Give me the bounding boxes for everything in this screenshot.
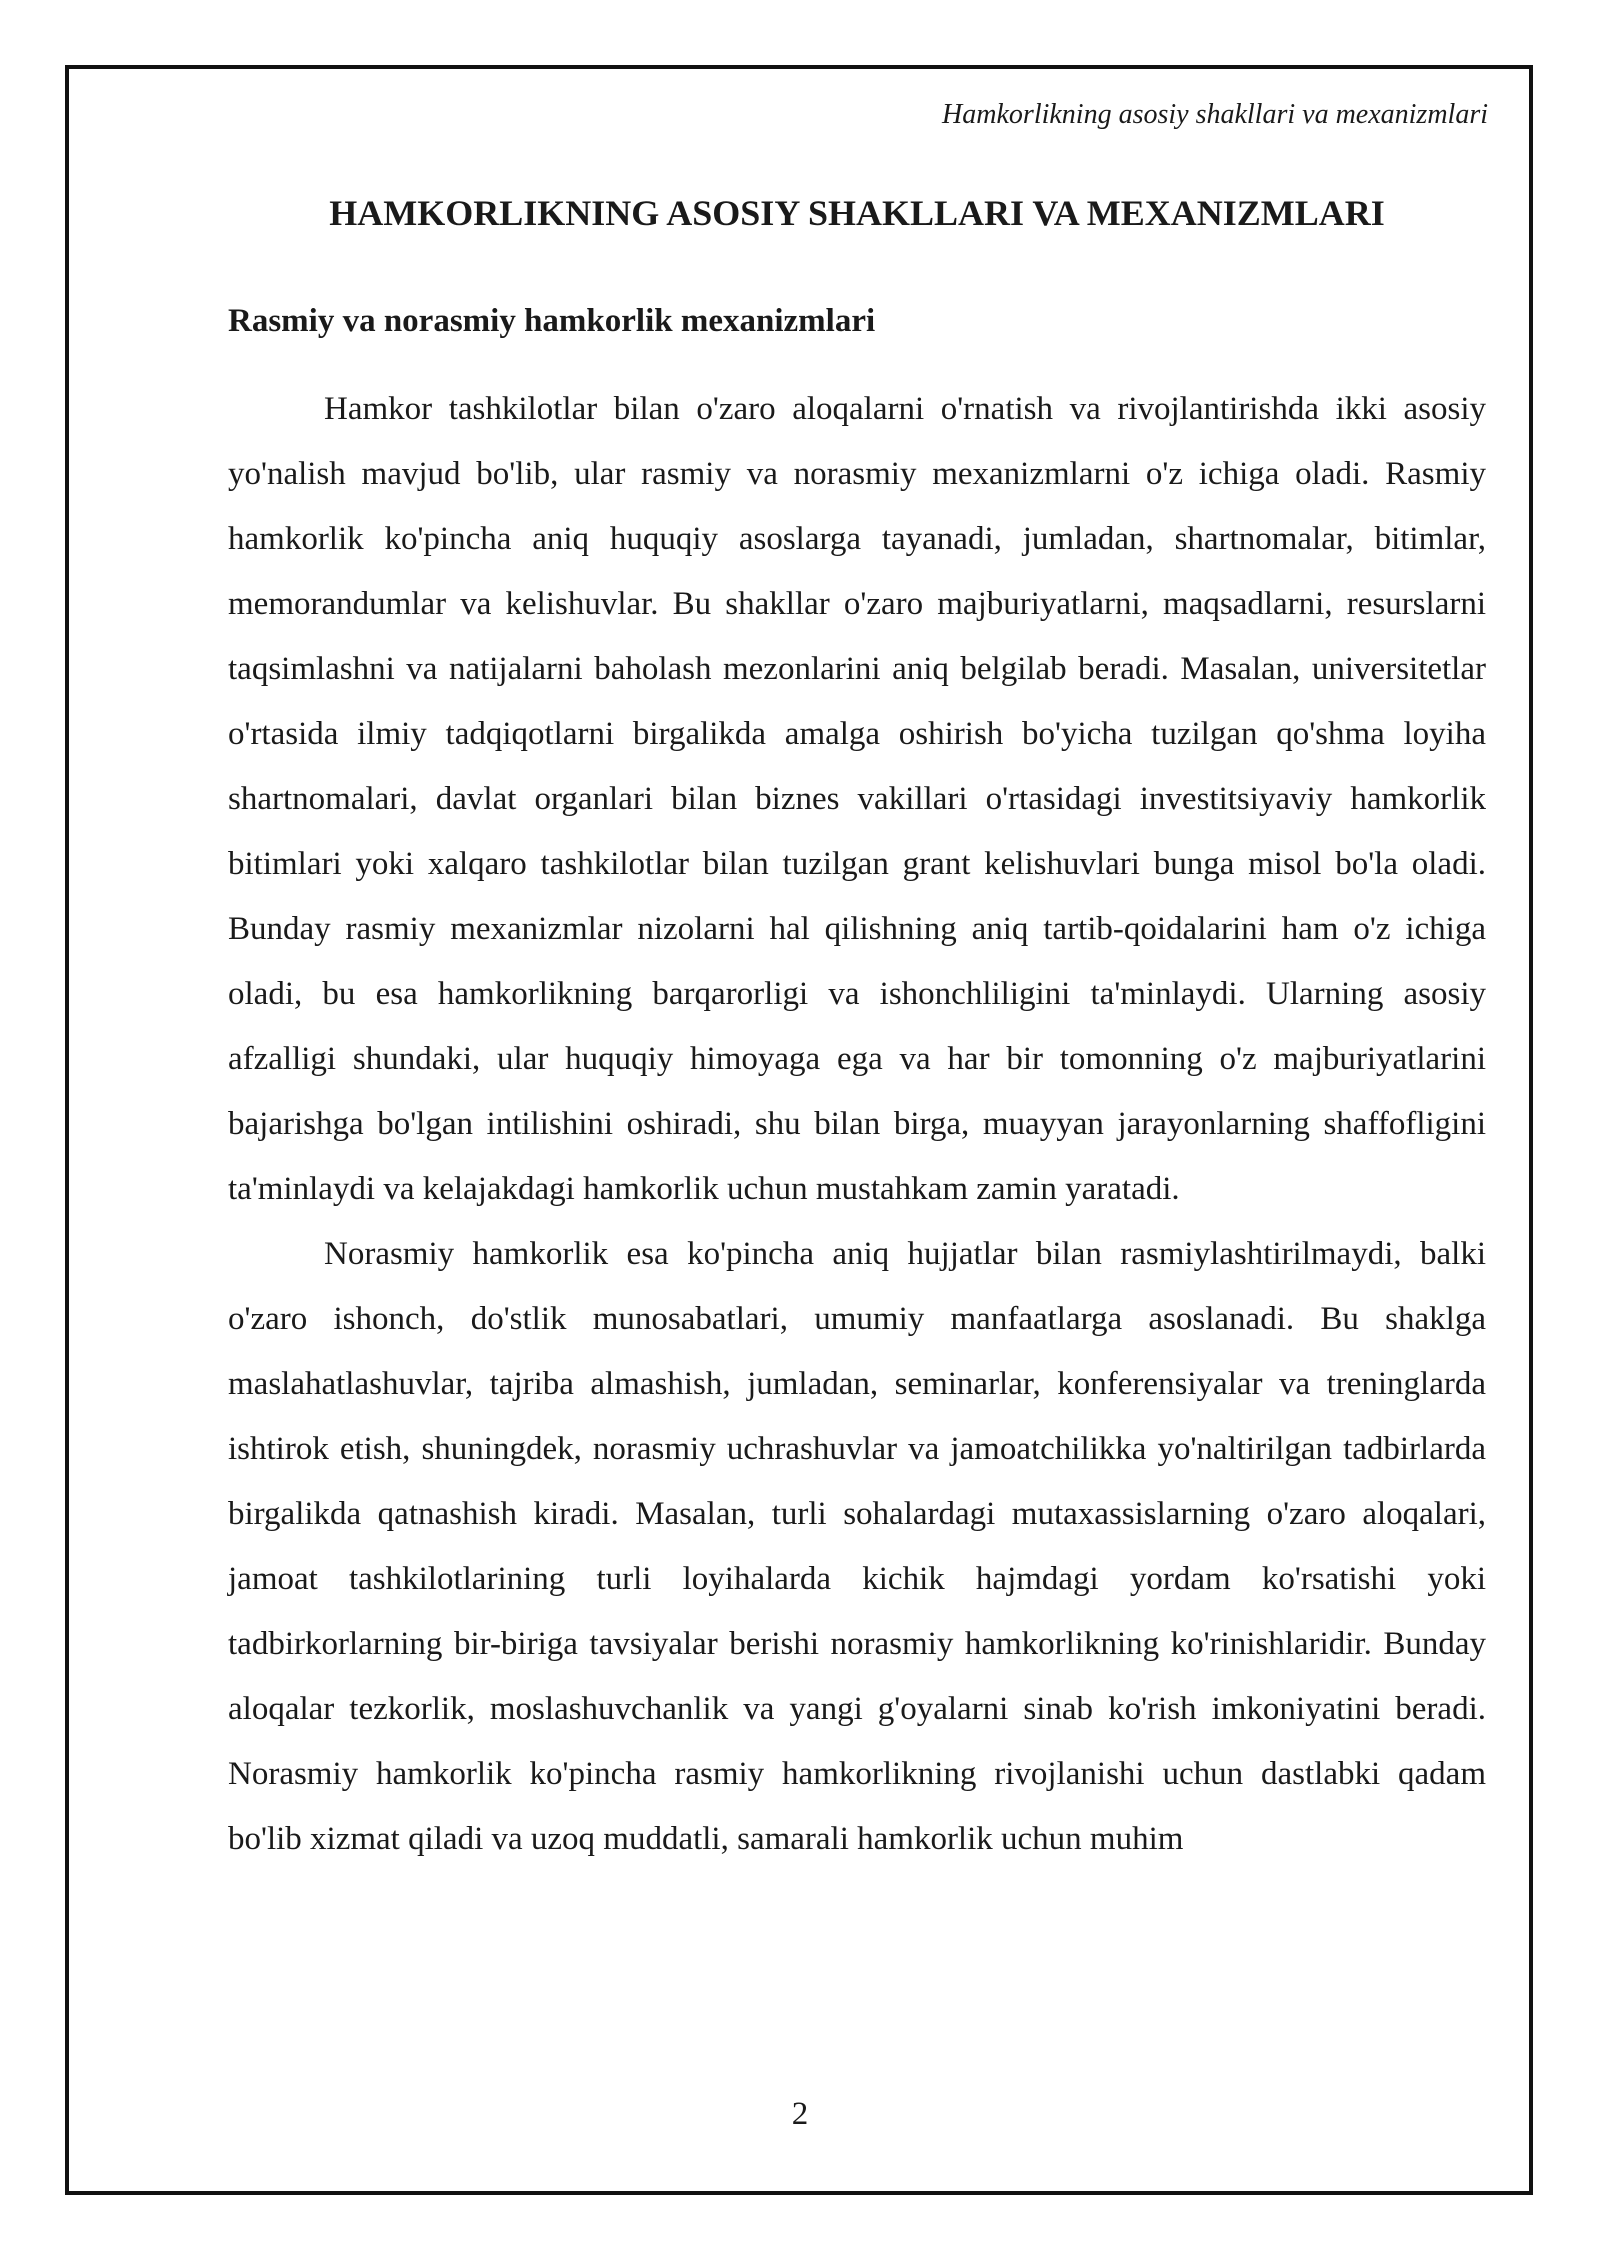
section-heading: Rasmiy va norasmiy hamkorlik mexanizmlari (228, 303, 876, 339)
running-header: Hamkorlikning asosiy shakllari va mexanizmlari (942, 99, 1488, 130)
body-text (228, 377, 1486, 1872)
document-title: HAMKORLIKNING ASOSIY SHAKLLARI VA MEXANIZMLARI (329, 193, 1385, 233)
paragraph: Norasmiy hamkorlik esa ko'pincha aniq hujjatlar bilan rasmiylashtirilmaydi, balki o'zaro ishonch, do'stlik munosabatlari, umumiy manfaatlarga asoslanadi. Bu shaklga maslahatlashuvlar, tajriba almashish, jumladan, seminarlar, konferensiyalar va treninglarda ishtirok etish, shuningdek, norasmiy uchrashuvlar va jamoatchilikka yo'naltirilgan tadbirlarda birgalikda qatnashish kiradi. Masalan, turli sohalardagi mutaxassislarning o'zaro aloqalari, jamoat tashkilotlarining turli loyihalarda kichik hajmdagi yordam ko'rsatishi yoki tadbirkorlarning bir-biriga tavsiyalar berishi norasmiy hamkorlikning ko'rinishlaridir. Bunday aloqalar tezkorlik, moslashuvchanlik va yangi g'oyalarni sinab ko'rish imkoniyatini beradi. Norasmiy hamkorlik ko'pincha rasmiy hamkorlikning rivojlanishi uchun dastlabki qadam bo'lib xizmat qiladi va uzoq muddatli, samarali hamkorlik uchun muhim (228, 1236, 1486, 1857)
page-number: 2 (791, 2096, 809, 2132)
paragraph: Hamkor tashkilotlar bilan o'zaro aloqalarni o'rnatish va rivojlantirishda ikki asosiy yo'nalish mavjud bo'lib, ular rasmiy va norasmiy mexanizmlarni o'z ichiga oladi. Rasmiy hamkorlik ko'pincha aniq huquqiy asoslarga tayanadi, jumladan, shartnomalar, bitimlar, memorandumlar va kelishuvlar. Bu shakllar o'zaro majburiyatlarni, maqsadlarni, resurslarni taqsimlashni va natijalarni baholash mezonlarini aniq belgilab beradi. Masalan, universitetlar o'rtasida ilmiy tadqiqotlarni birgalikda amalga oshirish bo'yicha tuzilgan qo'shma loyiha shartnomalari, davlat organlari bilan biznes vakillari o'rtasidagi investitsiyaviy hamkorlik bitimlari yoki xalqaro tashkilotlar bilan tuzilgan grant kelishuvlari bunga misol bo'la oladi. Bunday rasmiy mexanizmlar nizolarni hal qilishning aniq tartib-qoidalarini ham o'z ichiga oladi, bu esa hamkorlikning barqarorligi va ishonchliligini ta'minlaydi. Ularning asosiy afzalligi shundaki, ular huquqiy himoyaga ega va har bir tomonning o'z majburiyatlarini bajarishga bo'lgan intilishini oshiradi, shu bilan birga, muayyan jarayonlarning shaffofligini ta'minlaydi va kelajakdagi hamkorlik uchun mustahkam zamin yaratadi. (228, 391, 1486, 1207)
